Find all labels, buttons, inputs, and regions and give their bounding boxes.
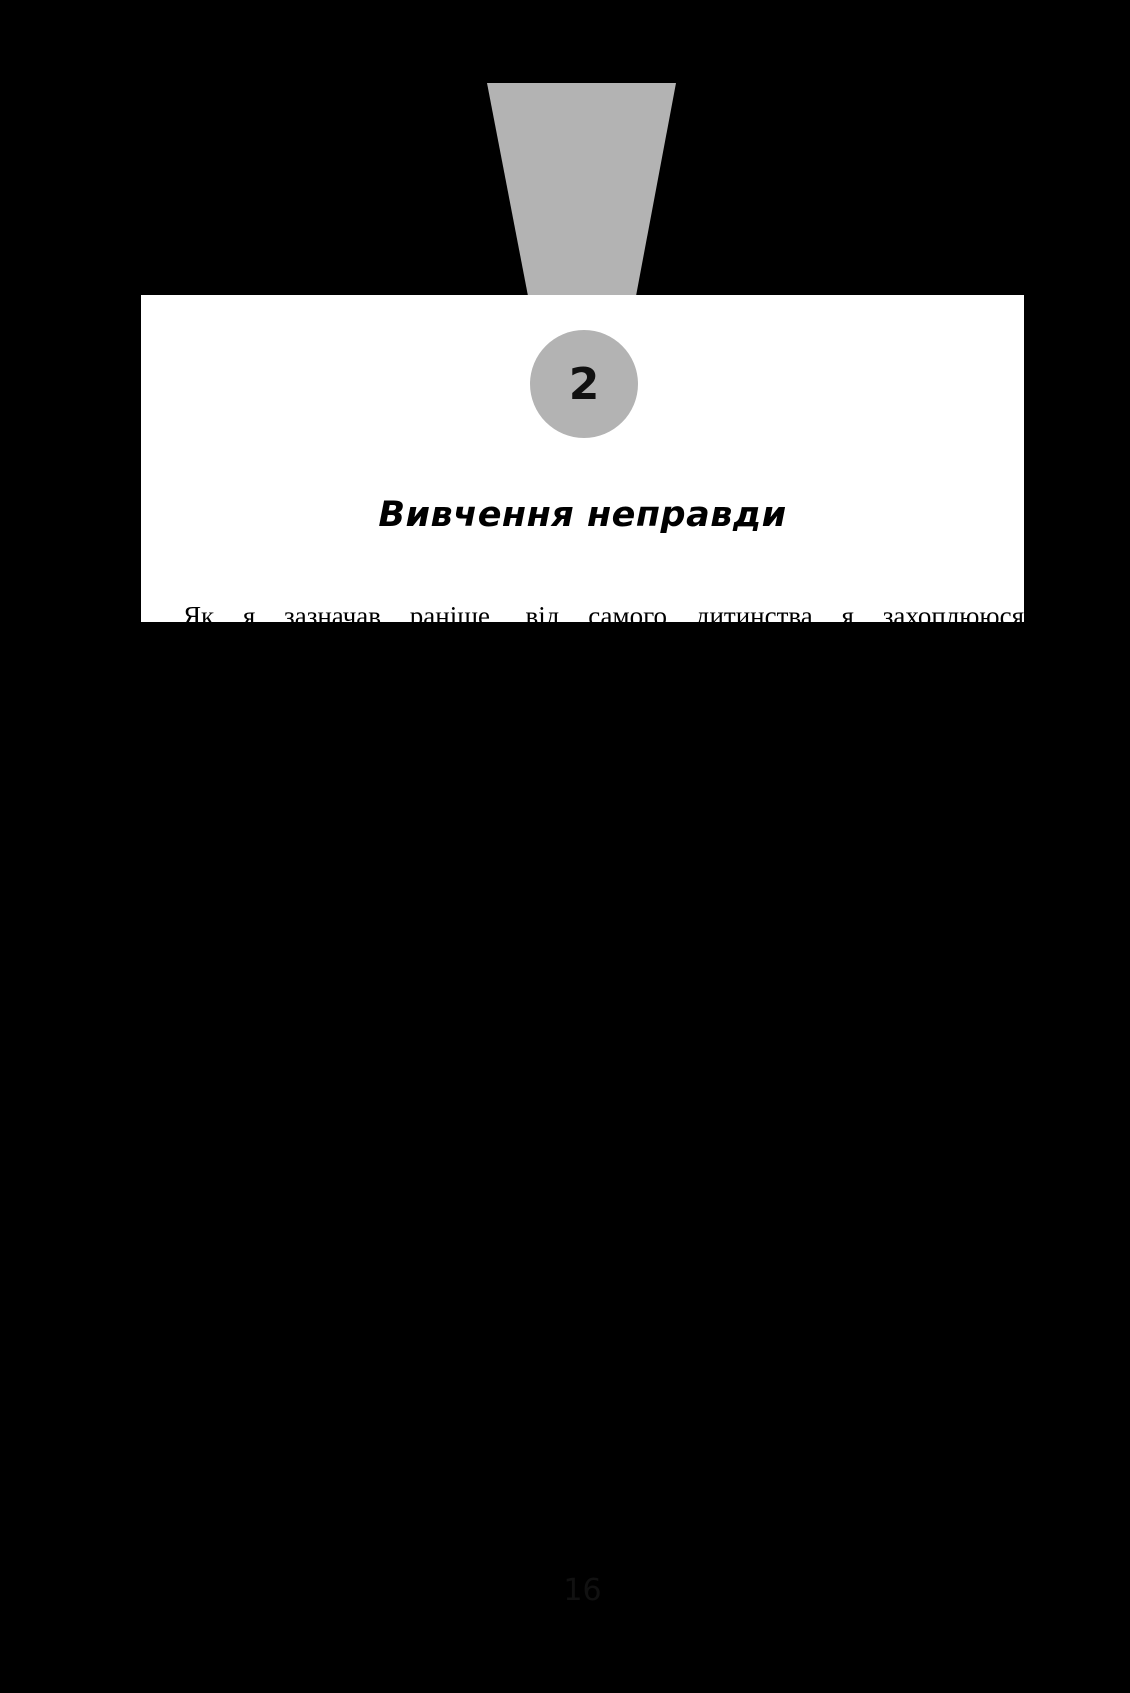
chapter-number-badge [530, 330, 638, 438]
chapter-title: Вивчення неправди [378, 495, 787, 535]
paragraph: У вісімнадцять років я вирішив, що хочу потрапити на ігрове шоу. Мета здавалася незвичною, але в перспективі були нічогенька розвага й чимала винагорода. Тож я почав подаватися на участь у шоу, про які знав (а також і в ті, про які не чував зроду). [141, 819, 1024, 981]
chapter-body [141, 595, 1024, 1556]
chapter-banner-trapezoid [0, 0, 1130, 300]
paragraph: Я відсилав мейли, заповнював форми й чекав. [183, 1125, 713, 1156]
paragraph: Минуло кілька місяців, протягом яких панувала тиша, аж ось настав день, коли надійшов лист із запрошенням на прослуховування в «Колесі фортуни». Я не став вивчати загадки, а натомість вирішив за кілька тижнів перед прослуховуванням зрозуміти, чого хочуть продюсери шоу. Я переглянув десятки випусків, шукаючи спільні елементи в поведінці учасників. Перечитав купу форумів, вивчаючи механіку гри, читав пости в блоґах про досвід інших учасників кастингів. Багато годин досліджень, і ось я виявив алгоритм: кастингова команда не шукає геніїв у царині розгадування [141, 1169, 1024, 1549]
paragraph: Як я зазначав раніше, від самого дитинства я захоплююся розпізнаванням алгоритмів. Більша частина явищ навколо нас — органічних чи унікальних — насправді є результатом повторюваних процесів, систем. Декодувавши правильний алгоритм, можна, на мою думку, досягти поставленої мети — як дрібної, так і великої. [141, 601, 1024, 806]
paragraph: Подекуди вимагалося писати твори. Подекуди — як-от на «Ризикни!» — пропонували пройти тест онлайн. Ще десь, як-от на «Колесі фортуни», досить було заповнити форму. [141, 994, 1024, 1112]
chapter-number: 2 [568, 358, 600, 410]
page-number: 16 [563, 1573, 602, 1608]
